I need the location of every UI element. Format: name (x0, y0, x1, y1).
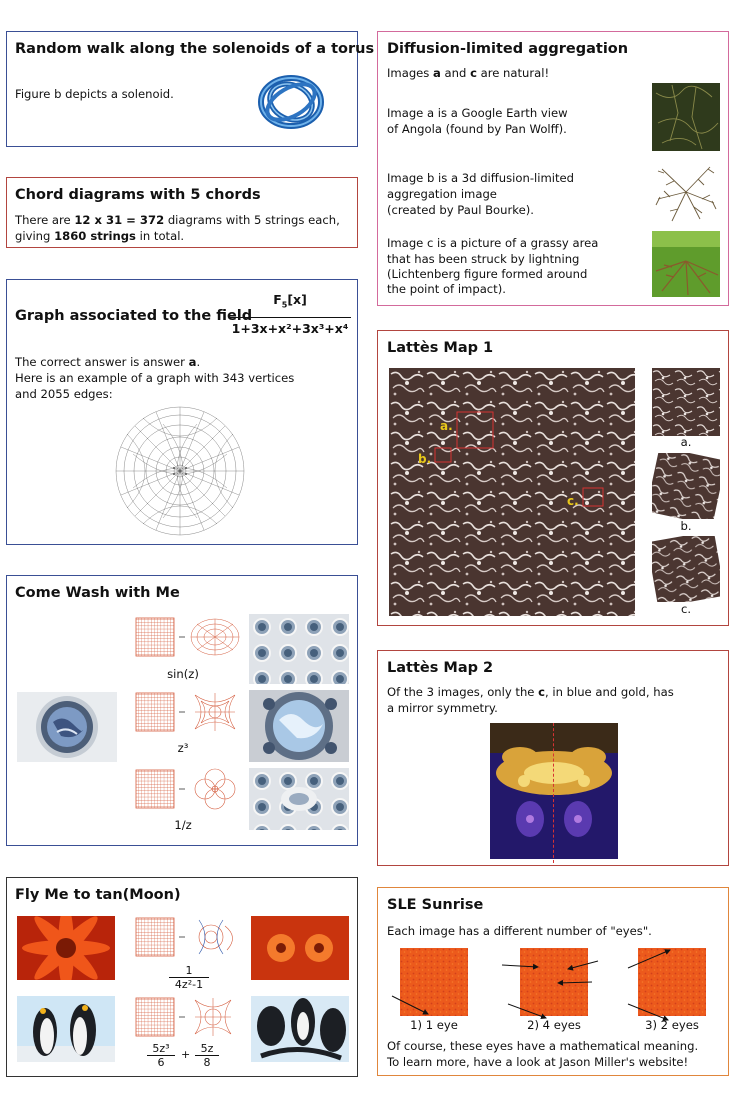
lattes1-title: Lattès Map 1 (387, 340, 494, 356)
dla-c-line-4: the point of impact). (387, 282, 506, 296)
lattes2-card (377, 650, 729, 866)
lattes1-zoom-b (652, 453, 720, 519)
chord-line-2-bold: 1860 strings (54, 229, 136, 243)
flyme-f2a-num: 5z³ (152, 1042, 170, 1055)
graph-card (6, 279, 358, 545)
lattes2-title: Lattès Map 2 (387, 660, 494, 676)
dla-b-line-3: (created by Paul Bourke). (387, 203, 534, 217)
lattes2-mirror-axis (553, 723, 554, 863)
solenoid-card (6, 31, 375, 147)
flower-mapped-image (251, 916, 349, 980)
dla-intro (387, 66, 549, 81)
wash-result-3 (249, 768, 349, 830)
dla-c-line-3: (Lichtenberg figure formed around (387, 267, 588, 281)
flyme-f2b (195, 1042, 219, 1069)
lattes1-marker-c: c. (567, 494, 579, 508)
flyme-f1-num: 1 (185, 964, 193, 977)
lattes2-line-1-pre: Of the 3 images, only the (387, 685, 539, 699)
wash-label-inverse: 1/z (174, 818, 192, 832)
flyme-grid-1 (135, 916, 245, 962)
sle-title: SLE Sunrise (387, 897, 484, 913)
dla-image-c (652, 231, 720, 297)
dla-intro-mid: and (440, 66, 471, 80)
chord-line-1-pre: There are (15, 213, 75, 227)
graph-image (113, 404, 247, 538)
graph-fraction-num-sub: 5 (281, 300, 288, 310)
graph-title: Graph associated to the field (15, 308, 253, 324)
dla-b-line-2: aggregation image (387, 187, 497, 201)
dla-intro-a: a (433, 66, 441, 80)
lattes2-line-2: a mirror symmetry. (387, 701, 498, 715)
graph-line-1-end: . (196, 355, 201, 369)
dla-c-line-2: that has been struck by lightning (387, 252, 580, 266)
graph-line-1-text: The correct answer is answer (15, 355, 189, 369)
graph-fraction-bar (229, 317, 351, 318)
chord-card (6, 177, 358, 248)
chord-title: Chord diagrams with 5 chords (15, 187, 261, 203)
lattes1-marker-b: b. (418, 452, 432, 466)
lattes1-caption-b: b. (680, 519, 692, 533)
lattes1-main-image (389, 368, 635, 616)
lattes2-line-1-post: , in blue and gold, has (544, 685, 674, 699)
flyme-title: Fly Me to tan(Moon) (15, 887, 181, 903)
dla-intro-post: are natural! (476, 66, 550, 80)
lattes1-zoom-a (652, 368, 720, 436)
flyme-f2b-num: 5z (200, 1042, 214, 1055)
lattes2-line-1-bold: c (538, 685, 545, 699)
chord-line-2-post: in total. (135, 229, 185, 243)
lattes2-image (490, 723, 618, 859)
sle-card (377, 887, 729, 1076)
lattes1-caption-c: c. (680, 602, 692, 616)
graph-fraction-num-post: [x] (287, 292, 307, 307)
wash-grid-3 (135, 768, 243, 816)
flyme-f1-den: 4z²-1 (174, 978, 204, 991)
dla-image-b (652, 159, 720, 225)
flyme-grid-2 (135, 996, 245, 1042)
chord-line-2-pre: giving (15, 229, 55, 243)
sle-footnote-1: Of course, these eyes have a mathematical meaning. (387, 1039, 699, 1053)
wash-result-2 (249, 690, 349, 762)
wash-grid-2 (135, 691, 243, 739)
lattes1-card (377, 330, 729, 626)
penguin-mapped-image (251, 996, 349, 1062)
flyme-f2a-den: 6 (157, 1056, 165, 1069)
graph-fraction (229, 292, 351, 336)
wash-result-1 (249, 614, 349, 684)
chord-line-1-post: diagrams with 5 strings each, (164, 213, 340, 227)
graph-fraction-numerator (229, 292, 351, 314)
penguin-image (17, 996, 115, 1062)
dla-intro-c: c (470, 66, 477, 80)
dla-title: Diffusion-limited aggregation (387, 41, 629, 57)
sle-footnote-2: To learn more, have a look at Jason Miller's website! (387, 1055, 689, 1069)
flower-image (17, 916, 115, 980)
washing-machine-image (17, 692, 117, 762)
sle-caption-1: 1) 1 eye (410, 1018, 458, 1032)
wash-card (6, 575, 358, 846)
dla-a-line-1: Image a is a Google Earth view (387, 106, 568, 120)
graph-line-2: Here is an example of a graph with 343 vertices (15, 371, 295, 385)
solenoid-title: Random walk along the solenoids of a torus (15, 41, 375, 57)
dla-intro-pre: Images (387, 66, 434, 80)
chord-line-1-bold: 12 x 31 = 372 (74, 213, 165, 227)
wash-label-sin: sin(z) (167, 667, 199, 681)
dla-c-line-1: Image c is a picture of a grassy area (387, 236, 599, 250)
graph-fraction-denominator: 1+3x+x²+3x³+x⁴ (231, 320, 349, 336)
dla-card (377, 31, 729, 306)
lattes1-zoom-c (652, 536, 720, 602)
flyme-f2b-den: 8 (203, 1056, 211, 1069)
lattes1-marker-a: a. (440, 419, 453, 433)
chord-line-2 (15, 229, 184, 244)
sle-caption-3: 3) 2 eyes (645, 1018, 699, 1032)
dla-image-a (652, 83, 720, 151)
flyme-f2a (147, 1042, 175, 1069)
flyme-card (6, 877, 358, 1077)
wash-label-cube: z³ (177, 741, 189, 755)
solenoid-text: Figure b depicts a solenoid. (15, 87, 174, 101)
chord-line-1 (15, 213, 340, 228)
graph-line-3: and 2055 edges: (15, 387, 113, 401)
lattes1-caption-a: a. (680, 435, 692, 449)
graph-fraction-num-letter: F (273, 292, 282, 307)
dla-a-line-2: of Angola (found by Pan Wolff). (387, 122, 567, 136)
lattes2-line-1 (387, 685, 674, 700)
graph-line-1-bold: a (188, 355, 197, 369)
sle-caption-2: 2) 4 eyes (527, 1018, 581, 1032)
wash-title: Come Wash with Me (15, 585, 180, 601)
flyme-plus: + (181, 1048, 191, 1061)
wash-grid-1 (135, 616, 243, 664)
graph-line-1 (15, 355, 200, 370)
sle-intro: Each image has a different number of "eyes". (387, 924, 652, 938)
dla-b-line-1: Image b is a 3d diffusion-limited (387, 171, 574, 185)
flyme-fraction-1 (169, 964, 209, 992)
solenoid-image (251, 72, 331, 132)
